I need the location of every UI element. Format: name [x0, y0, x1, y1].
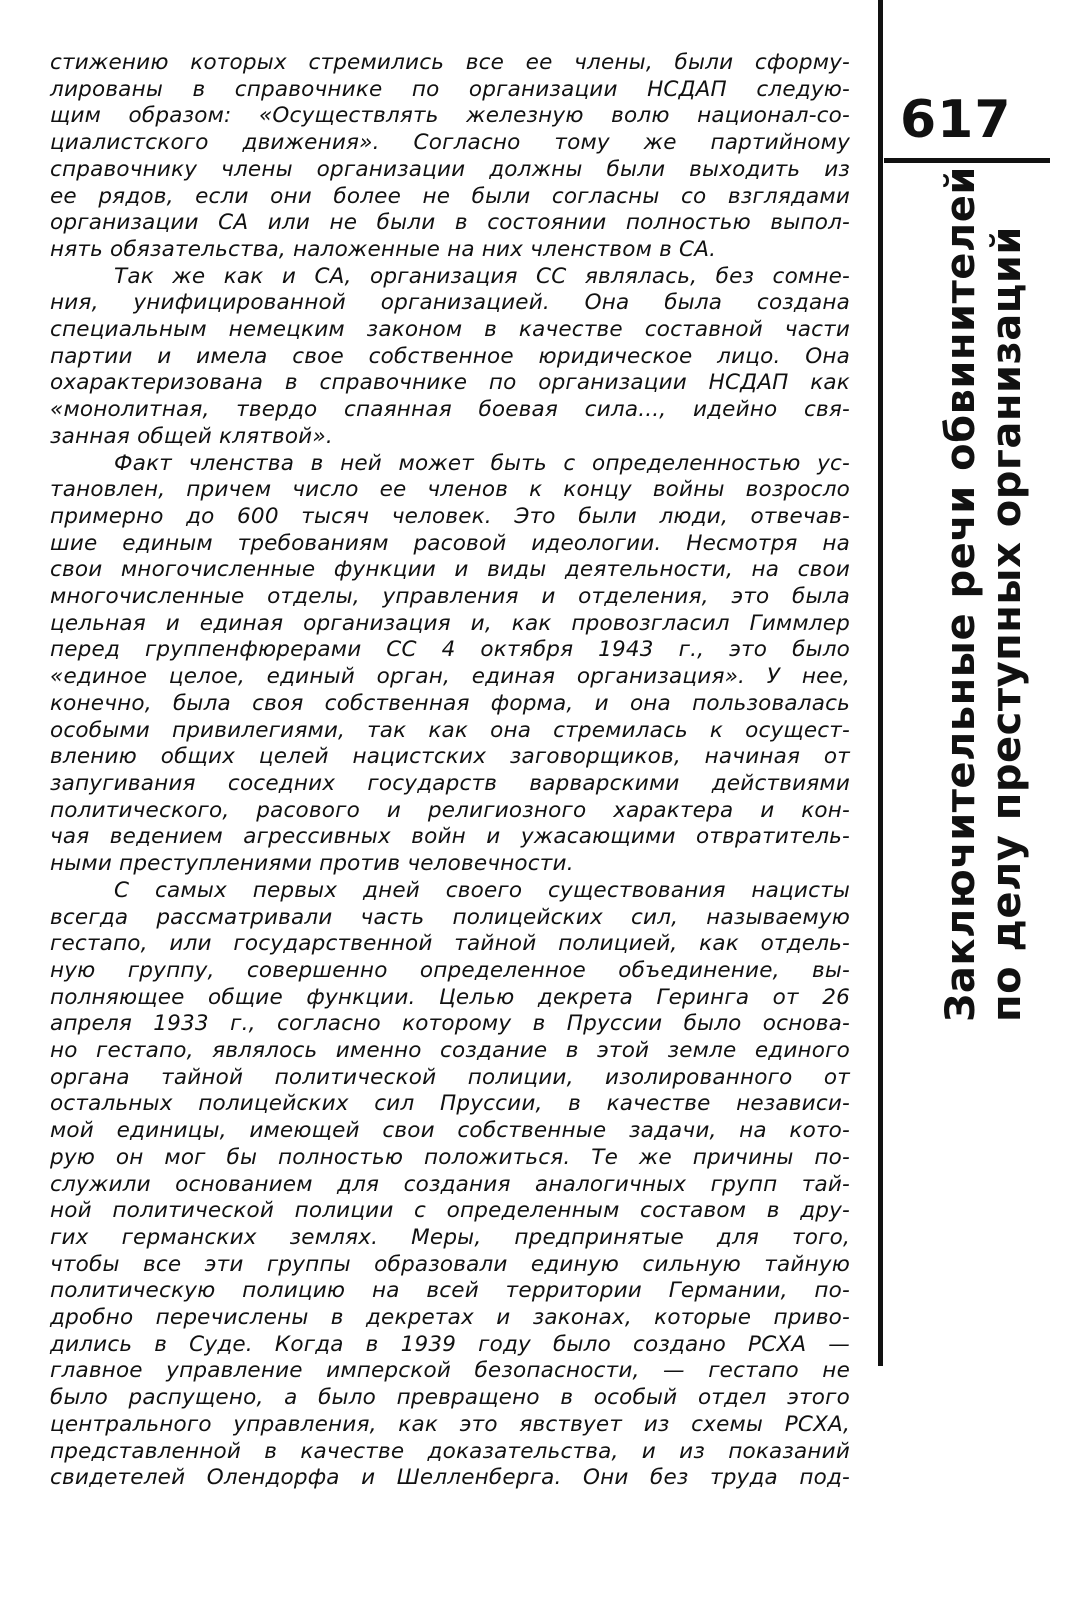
text-line: нять обязательства, наложенные на них членством в СА.	[50, 236, 717, 262]
text-line: политическую полицию на всей территории Германии, по-	[50, 1278, 850, 1304]
text-line: но гестапо, являлось именно создание в этой земле единого	[50, 1038, 850, 1064]
text-line: стижению которых стремились все ее члены, были сформу-	[50, 50, 850, 75]
text-line: служили основанием для создания аналогичных групп тай-	[50, 1171, 850, 1197]
text-line: чтобы все эти группы образовали единую сильную тайную	[50, 1251, 850, 1277]
text-line: гестапо, или государственной тайной полицией, как отдель-	[50, 931, 850, 957]
text-line: органа тайной политической полиции, изолированного от	[50, 1064, 850, 1090]
text-line: лированы в справочнике по организации НСДАП следую-	[50, 76, 850, 102]
text-line: рую он мог бы полностью положиться. Те же причины по-	[50, 1144, 850, 1170]
text-line: полняющее общие функции. Целью декрета Геринга от 26	[50, 984, 850, 1010]
text-line: многочисленные отделы, управления и отделения, это была	[50, 584, 850, 610]
paragraph-start-line: Так же как и СА, организация СС являлась, без сомне-	[114, 263, 850, 289]
text-line: ния, унифицированной организацией. Она была создана	[50, 290, 850, 316]
text-line: шие единым требованиям расовой идеологии. Несмотря на	[50, 530, 850, 556]
text-line: дробно перечислены в декретах и законах, которые приво-	[50, 1305, 850, 1331]
text-line: гих германских землях. Меры, предпринятые для того,	[50, 1224, 850, 1250]
text-line: тановлен, причем число ее членов к концу войны возросло	[50, 477, 850, 503]
text-line: главное управление имперской безопасности, — гестапо не	[50, 1358, 850, 1384]
text-line: политического, расового и религиозного характера и кон-	[50, 797, 850, 823]
text-line: центрального управления, как это явствует из схемы РСХА,	[50, 1411, 850, 1437]
text-line: мой единицы, имеющей свои собственные задачи, на кото-	[50, 1118, 850, 1144]
text-line: партии и имела свое собственное юридическое лицо. Она	[50, 343, 850, 369]
text-line: конечно, была своя собственная форма, и она пользовалась	[50, 690, 850, 716]
page-number: 617	[900, 90, 1012, 150]
text-line: всегда рассматривали часть полицейских сил, называемую	[50, 904, 850, 930]
paragraph-start-line: Факт членства в ней может быть с определенностью ус-	[114, 450, 850, 476]
text-line: специальным немецким законом в качестве составной части	[50, 317, 850, 343]
paragraph-start-line: С самых первых дней своего существования нацисты	[114, 877, 850, 903]
text-line: ной политической полиции с определенным составом в дру-	[50, 1198, 850, 1224]
text-line: запугивания соседних государств варварскими действиями	[50, 770, 850, 796]
text-line: справочнику члены организации должны были выходить из	[50, 156, 850, 182]
text-line: организации СА или не были в состоянии полностью выпол-	[50, 210, 850, 236]
running-head-line-2: по делу преступных организаций	[984, 226, 1030, 1022]
text-line: свои многочисленные функции и виды деятельности, на свои	[50, 557, 850, 583]
text-line: апреля 1933 г., согласно которому в Пруссии было основа-	[50, 1011, 850, 1037]
main-text-column	[50, 50, 850, 1492]
text-line: примерно до 600 тысяч человек. Это были люди, отвечав-	[50, 503, 850, 529]
text-line: остальных полицейских сил Пруссии, в качестве независи-	[50, 1091, 850, 1117]
text-line: цельная и единая организация и, как провозгласил Гиммлер	[50, 610, 850, 636]
text-line: было распущено, а было превращено в особый отдел этого	[50, 1385, 850, 1411]
text-line: «единое целое, единый орган, единая организация». У нее,	[50, 664, 850, 690]
text-line: представленной в качестве доказательства, и из показаний	[50, 1438, 850, 1464]
text-line: особыми привилегиями, так как она стремилась к осущест-	[50, 717, 850, 743]
text-line: ную группу, совершенно определенное объединение, вы-	[50, 957, 850, 983]
page-number-underline	[884, 158, 1050, 163]
text-line: ее рядов, если они более не были согласны со взглядами	[50, 183, 850, 209]
text-line: циалистского движения». Согласно тому же партийному	[50, 130, 850, 156]
margin-vertical-rule	[878, 0, 883, 1366]
text-line: влению общих целей нацистских заговорщиков, начиная от	[50, 744, 850, 770]
text-line: ными преступлениями против человечности.	[50, 851, 574, 877]
text-line: перед группенфюрерами СС 4 октября 1943 г., это было	[50, 637, 850, 663]
text-line: щим образом: «Осуществлять железную волю национал-со-	[50, 103, 850, 129]
text-line: свидетелей Олендорфа и Шелленберга. Они без труда под-	[50, 1465, 850, 1491]
running-head	[938, 166, 1030, 1022]
running-head-line-1: Заключительные речи обвинителей	[938, 166, 984, 1022]
text-line: «монолитная, твердо спаянная боевая сила..., идейно свя-	[50, 397, 850, 423]
text-line: дились в Суде. Когда в 1939 году было создано РСХА —	[50, 1331, 850, 1357]
text-line: чая ведением агрессивных войн и ужасающими отвратитель-	[50, 824, 850, 850]
text-line: занная общей клятвой».	[50, 423, 333, 449]
text-line: охарактеризована в справочнике по организации НСДАП как	[50, 370, 850, 396]
